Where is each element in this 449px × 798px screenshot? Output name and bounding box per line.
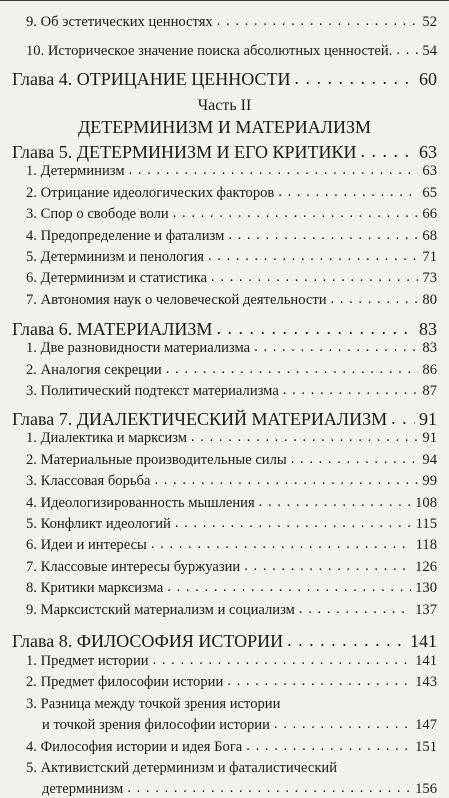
entry-page: 65 xyxy=(422,185,437,201)
dot-leader xyxy=(211,270,418,284)
dot-leader xyxy=(391,409,415,426)
entry-page: 87 xyxy=(422,383,437,399)
entry-page: 71 xyxy=(422,249,437,265)
entry-page: 118 xyxy=(415,537,437,553)
dot-leader xyxy=(173,206,419,220)
toc-entry xyxy=(26,452,437,469)
entry-title: 7. Автономия наук о человеческой деятельности xyxy=(26,292,327,308)
entry-page: 94 xyxy=(422,452,437,468)
entry-title: 5. Конфликт идеологий xyxy=(26,516,171,532)
dot-leader xyxy=(228,228,418,242)
entry-page: 63 xyxy=(422,163,437,179)
dot-leader xyxy=(151,537,412,551)
toc-entry xyxy=(26,383,437,400)
toc-entry-continuation xyxy=(42,717,437,734)
entry-title: 10. Историческое значение поиска абсолютных ценностей. xyxy=(26,43,393,59)
entry-title: 9. Марксистский материализм и социализм xyxy=(26,602,295,618)
entry-title: 4. Философия истории и идея Бога xyxy=(26,739,243,755)
toc-entry xyxy=(26,516,437,533)
chapter-page: 60 xyxy=(419,69,437,89)
chapter-page: 63 xyxy=(419,142,437,162)
dot-leader xyxy=(167,580,411,594)
entry-title: 2. Аналогия секреции xyxy=(26,362,162,378)
entry-title: 5. Детерминизм и пенология xyxy=(26,249,204,265)
toc-entry xyxy=(26,760,437,777)
entry-title: 2. Материальные производительные силы xyxy=(26,452,287,468)
entry-title: 1. Две разновидности материализма xyxy=(26,340,251,356)
part-title: ДЕТЕРМИНИЗМ И МАТЕРИАЛИЗМ xyxy=(78,117,371,137)
toc-entry xyxy=(26,185,437,202)
entry-page: 141 xyxy=(415,653,437,669)
toc-entry xyxy=(26,362,437,379)
entry-title: 8. Критики марксизма xyxy=(26,580,164,596)
dot-leader xyxy=(331,292,419,306)
entry-page: 147 xyxy=(415,717,437,733)
toc-entry xyxy=(26,249,437,266)
toc-entry xyxy=(26,43,437,60)
dot-leader xyxy=(396,43,418,57)
entry-title: детерминизм xyxy=(42,781,124,797)
toc-entry xyxy=(26,559,437,576)
entry-title: 3. Политический подтекст материализма xyxy=(26,383,279,399)
toc-entry xyxy=(26,14,437,31)
toc-entry xyxy=(26,292,437,309)
entry-title: 2. Отрицание идеологических факторов xyxy=(26,185,275,201)
toc-entry xyxy=(26,580,437,597)
entry-page: 99 xyxy=(422,473,437,489)
toc-chapter xyxy=(12,409,437,430)
entry-page: 137 xyxy=(415,602,437,618)
dot-leader xyxy=(274,717,411,731)
dot-leader xyxy=(291,452,419,466)
toc-entry xyxy=(26,495,437,512)
top-rule xyxy=(0,0,449,1)
entry-page: 156 xyxy=(415,781,437,797)
dot-leader xyxy=(227,674,411,688)
entry-page: 115 xyxy=(415,516,437,532)
dot-leader xyxy=(254,340,418,354)
dot-leader xyxy=(294,69,415,86)
entry-page: 66 xyxy=(422,206,437,222)
chapter-title: Глава 8. ФИЛОСОФИЯ ИСТОРИИ xyxy=(12,631,284,651)
toc-entry xyxy=(26,602,437,619)
toc-entry xyxy=(26,163,437,180)
entry-title: 1. Детерминизм xyxy=(26,163,125,179)
dot-leader xyxy=(246,739,411,753)
entry-title: и точкой зрения философии истории xyxy=(42,717,270,733)
dot-leader xyxy=(129,163,419,177)
dot-leader xyxy=(278,185,418,199)
entry-title: 4. Идеологизированность мышления xyxy=(26,495,255,511)
entry-page: 83 xyxy=(422,340,437,356)
toc-entry xyxy=(26,537,437,554)
entry-title: 1. Предмет истории xyxy=(26,653,149,669)
dot-leader xyxy=(217,14,419,28)
entry-title: 1. Диалектика и марксизм xyxy=(26,430,187,446)
entry-page: 68 xyxy=(422,228,437,244)
toc-entry-continuation xyxy=(42,781,437,798)
dot-leader xyxy=(283,383,419,397)
entry-page: 80 xyxy=(422,292,437,308)
entry-title: 7. Классовые интересы буржуазии xyxy=(26,559,241,575)
entry-page: 151 xyxy=(415,739,437,755)
entry-title: 5. Активистский детерминизм и фаталистический xyxy=(26,760,338,776)
chapter-page: 83 xyxy=(419,319,437,339)
toc-entry xyxy=(26,473,437,490)
chapter-title: Глава 7. ДИАЛЕКТИЧЕСКИЙ МАТЕРИАЛИЗМ xyxy=(12,409,388,429)
toc-entry xyxy=(26,739,437,756)
part-label: Часть II xyxy=(197,97,252,114)
entry-title: 3. Разница между точкой зрения истории xyxy=(26,696,281,712)
toc-chapter xyxy=(12,631,437,652)
toc-entry xyxy=(26,340,437,357)
entry-page: 91 xyxy=(422,430,437,446)
dot-leader xyxy=(154,473,418,487)
dot-leader xyxy=(191,430,418,444)
entry-page: 143 xyxy=(415,674,437,690)
entry-title: 6. Идеи и интересы xyxy=(26,537,147,553)
toc-entry xyxy=(26,228,437,245)
entry-page: 130 xyxy=(415,580,437,596)
dot-leader xyxy=(287,631,406,648)
toc-entry xyxy=(26,653,437,670)
chapter-title: Глава 5. ДЕТЕРМИНИЗМ И ЕГО КРИТИКИ xyxy=(12,142,357,162)
dot-leader xyxy=(166,362,419,376)
dot-leader xyxy=(153,653,412,667)
chapter-page: 141 xyxy=(410,631,437,651)
entry-page: 54 xyxy=(422,43,437,59)
entry-title: 4. Предопределение и фатализм xyxy=(26,228,225,244)
dot-leader xyxy=(208,249,418,263)
entry-title: 6. Детерминизм и статистика xyxy=(26,270,208,286)
entry-page: 108 xyxy=(415,495,437,511)
dot-leader xyxy=(259,495,411,509)
chapter-page: 91 xyxy=(419,409,437,429)
toc-chapter xyxy=(12,69,437,90)
entry-title: 9. Об эстетических ценностях xyxy=(26,14,213,30)
entry-page: 86 xyxy=(422,362,437,378)
chapter-title: Глава 4. ОТРИЦАНИЕ ЦЕННОСТИ xyxy=(12,69,291,89)
entry-title: 3. Спор о свободе воли xyxy=(26,206,169,222)
toc-entry xyxy=(26,696,437,713)
dot-leader xyxy=(127,781,411,795)
toc-entry xyxy=(26,206,437,223)
dot-leader xyxy=(216,319,415,336)
dot-leader xyxy=(175,516,412,530)
entry-title: 3. Классовая борьба xyxy=(26,473,151,489)
dot-leader xyxy=(299,602,411,616)
toc-entry xyxy=(26,270,437,287)
toc-entry xyxy=(26,674,437,691)
entry-page: 126 xyxy=(415,559,437,575)
chapter-title: Глава 6. МАТЕРИАЛИЗМ xyxy=(12,319,213,339)
entry-title: 2. Предмет философии истории xyxy=(26,674,224,690)
entry-page: 73 xyxy=(422,270,437,286)
dot-leader xyxy=(244,559,411,573)
toc-entry xyxy=(26,430,437,447)
dot-leader xyxy=(361,142,415,159)
entry-page: 52 xyxy=(422,14,437,30)
toc-chapter xyxy=(12,319,437,340)
toc-chapter xyxy=(12,142,437,163)
